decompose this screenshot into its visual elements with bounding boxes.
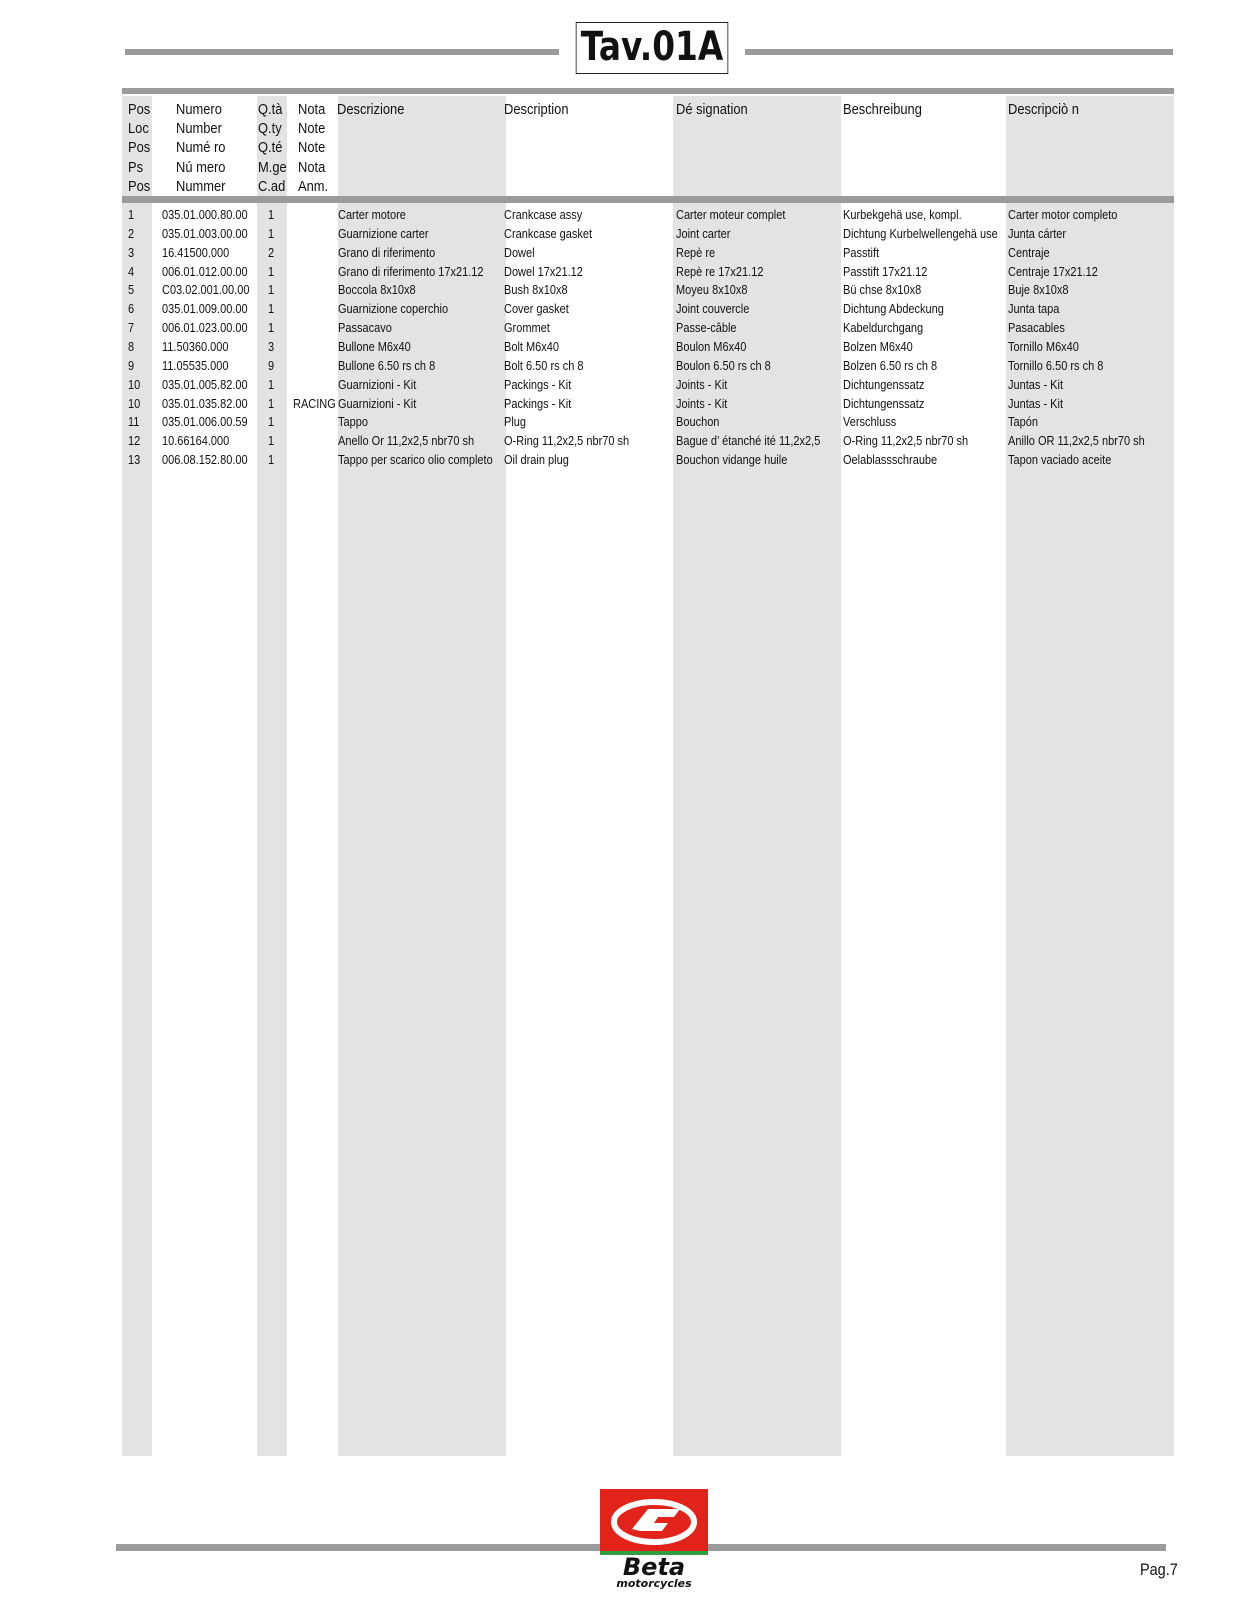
beta-logo <box>598 1489 710 1589</box>
cell-de: Oelablassschraube <box>843 453 938 468</box>
cell-de: Dichtungenssatz <box>843 396 925 411</box>
cell-qta: 2 <box>268 245 275 260</box>
cell-fr: Moyeu 8x10x8 <box>676 283 748 298</box>
cell-it: Guarnizioni - Kit <box>338 396 417 411</box>
cell-numero: 035.01.005.82.00 <box>162 377 248 392</box>
cell-pos: 8 <box>128 339 135 354</box>
cell-fr: Boulon 6.50 rs ch 8 <box>676 358 771 373</box>
cell-pos: 4 <box>128 264 135 279</box>
cell-es: Tornillo 6.50 rs ch 8 <box>1008 358 1104 373</box>
logo-brand-text: Beta <box>622 1553 686 1581</box>
cell-fr: Passe-câble <box>676 321 737 336</box>
column-shade-pos <box>122 96 152 1456</box>
header-numero-line: Nummer <box>176 177 226 195</box>
cell-en: Packings - Kit <box>504 377 572 392</box>
header-beschreibung: Beschreibung <box>843 101 922 118</box>
cell-it: Bullone 6.50 rs ch 8 <box>338 358 436 373</box>
cell-es: Centraje <box>1008 245 1050 260</box>
cell-es: Centraje 17x21.12 <box>1008 264 1098 279</box>
cell-numero: 16.41500.000 <box>162 245 230 260</box>
cell-qta: 1 <box>268 396 275 411</box>
cell-pos: 5 <box>128 283 135 298</box>
cell-fr: Carter moteur complet <box>676 208 786 222</box>
cell-fr: Bague d’ étanché ité 11,2x2,5 <box>676 434 821 449</box>
cell-pos: 6 <box>128 302 135 317</box>
header-designation: Dé signation <box>676 101 748 118</box>
cell-qta: 1 <box>268 208 275 222</box>
cell-fr: Repè re <box>676 245 716 260</box>
header-qta-line: M.ge <box>258 158 287 176</box>
cell-fr: Joint carter <box>676 226 731 241</box>
cell-fr: Repè re 17x21.12 <box>676 264 764 279</box>
header-descripcion: Descripciò n <box>1008 101 1079 118</box>
logo-brand-sub: motorcycles <box>616 1577 692 1589</box>
cell-qta: 1 <box>268 453 275 468</box>
cell-it: Guarnizioni - Kit <box>338 377 417 392</box>
cell-pos: 10 <box>128 396 141 411</box>
cell-numero: 035.01.035.82.00 <box>162 396 248 411</box>
cell-fr: Joints - Kit <box>676 396 728 411</box>
cell-numero: 035.01.009.00.00 <box>162 302 248 317</box>
cell-es: Tornillo M6x40 <box>1008 339 1079 354</box>
cell-en: Crankcase assy <box>504 208 583 222</box>
cell-es: Juntas - Kit <box>1008 396 1064 411</box>
header-rule-left <box>125 49 559 55</box>
cell-qta: 1 <box>268 321 275 336</box>
cell-en: Dowel 17x21.12 <box>504 264 583 279</box>
cell-numero: 11.05535.000 <box>162 358 229 373</box>
cell-qta: 1 <box>268 226 275 241</box>
cell-de: Passtift <box>843 245 880 260</box>
header-numero-line: Numé ro <box>176 139 226 157</box>
cell-nota: RACING <box>293 396 336 411</box>
cell-en: Plug <box>504 415 527 430</box>
cell-en: Dowel <box>504 245 535 260</box>
header-numero-line: Nú mero <box>176 158 226 176</box>
cell-en: Grommet <box>504 321 550 336</box>
cell-it: Passacavo <box>338 321 392 336</box>
cell-qta: 1 <box>268 415 275 430</box>
cell-es: Tapon vaciado aceite <box>1008 453 1112 468</box>
cell-numero: 035.01.003.00.00 <box>162 226 248 241</box>
cell-it: Bullone M6x40 <box>338 339 411 354</box>
header-description: Description <box>504 101 569 118</box>
cell-it: Guarnizione carter <box>338 226 429 241</box>
cell-en: Bolt 6.50 rs ch 8 <box>504 358 584 373</box>
header-pos-line: Loc <box>128 120 149 138</box>
header-qta-line: Q.ty <box>258 120 282 138</box>
cell-pos: 2 <box>128 226 135 241</box>
cell-pos: 13 <box>128 453 141 468</box>
cell-numero: 11.50360.000 <box>162 339 229 354</box>
cell-en: Crankcase gasket <box>504 226 593 241</box>
header-nota-line: Note <box>298 139 326 157</box>
header-rule-right <box>745 49 1173 55</box>
cell-it: Tappo per scarico olio completo <box>338 453 493 468</box>
cell-de: Bü chse 8x10x8 <box>843 283 922 298</box>
cell-de: Dichtung Kurbelwellengehä use <box>843 226 998 241</box>
cell-pos: 3 <box>128 245 135 260</box>
cell-qta: 1 <box>268 377 275 392</box>
cell-de: Kurbekgehä use, kompl. <box>843 208 962 222</box>
cell-es: Tapón <box>1008 415 1038 430</box>
cell-qta: 9 <box>268 358 275 373</box>
cell-numero: 035.01.000.80.00 <box>162 208 248 222</box>
cell-numero: C03.02.001.00.00 <box>162 283 250 298</box>
cell-de: Dichtungenssatz <box>843 377 925 392</box>
cell-qta: 3 <box>268 339 275 354</box>
cell-de: Passtift 17x21.12 <box>843 264 928 279</box>
cell-pos: 11 <box>128 415 140 430</box>
cell-es: Carter motor completo <box>1008 208 1118 222</box>
cell-it: Grano di riferimento 17x21.12 <box>338 264 484 279</box>
cell-it: Tappo <box>338 415 368 430</box>
cell-pos: 1 <box>128 208 135 222</box>
cell-pos: 7 <box>128 321 135 336</box>
header-numero-line: Numero <box>176 101 222 118</box>
header-nota-line: Nota <box>298 158 326 176</box>
cell-numero: 006.08.152.80.00 <box>162 453 248 468</box>
cell-fr: Bouchon <box>676 415 720 430</box>
header-nota-line: Anm. <box>298 177 329 195</box>
cell-fr: Joint couvercle <box>676 302 750 317</box>
cell-de: O-Ring 11,2x2,5 nbr70 sh <box>843 434 969 449</box>
cell-de: Bolzen M6x40 <box>843 339 913 354</box>
cell-it: Guarnizione coperchio <box>338 302 449 317</box>
cell-es: Anillo OR 11,2x2,5 nbr70 sh <box>1008 434 1145 449</box>
cell-qta: 1 <box>268 264 275 279</box>
cell-en: Bolt M6x40 <box>504 339 560 354</box>
cell-de: Verschluss <box>843 415 897 430</box>
cell-pos: 12 <box>128 434 141 449</box>
cell-fr: Boulon M6x40 <box>676 339 747 354</box>
header-pos-line: Ps <box>128 158 144 176</box>
cell-numero: 006.01.023.00.00 <box>162 321 248 336</box>
cell-es: Junta tapa <box>1008 302 1060 317</box>
cell-en: Packings - Kit <box>504 396 572 411</box>
cell-qta: 1 <box>268 302 275 317</box>
cell-it: Anello Or 11,2x2,5 nbr70 sh <box>338 434 475 449</box>
cell-en: Cover gasket <box>504 302 569 317</box>
header-nota-line: Nota <box>298 101 326 118</box>
cell-pos: 9 <box>128 358 135 373</box>
cell-numero: 006.01.012.00.00 <box>162 264 248 279</box>
header-qta-line: C.ad <box>258 177 286 195</box>
cell-en: Bush 8x10x8 <box>504 283 568 298</box>
header-descrizione: Descrizione <box>337 101 405 118</box>
cell-it: Carter motore <box>338 208 406 222</box>
header-nota-line: Note <box>298 120 326 138</box>
cell-es: Juntas - Kit <box>1008 377 1064 392</box>
page-number: Pag.7 <box>1140 1560 1178 1579</box>
cell-it: Grano di riferimento <box>338 245 436 260</box>
header-pos-line: Pos <box>128 101 151 118</box>
cell-fr: Bouchon vidange huile <box>676 453 788 468</box>
cell-es: Pasacables <box>1008 321 1065 336</box>
cell-de: Kabeldurchgang <box>843 321 924 336</box>
cell-es: Junta cárter <box>1008 226 1067 241</box>
header-numero-line: Number <box>176 120 222 138</box>
cell-numero: 10.66164.000 <box>162 434 230 449</box>
header-pos-line: Pos <box>128 139 151 157</box>
cell-es: Buje 8x10x8 <box>1008 283 1069 298</box>
cell-numero: 035.01.006.00.59 <box>162 415 248 430</box>
cell-pos: 10 <box>128 377 141 392</box>
cell-it: Boccola 8x10x8 <box>338 283 416 298</box>
table-header-rule <box>122 196 1174 203</box>
cell-qta: 1 <box>268 434 275 449</box>
cell-de: Dichtung Abdeckung <box>843 302 944 317</box>
cell-en: O-Ring 11,2x2,5 nbr70 sh <box>504 434 630 449</box>
cell-fr: Joints - Kit <box>676 377 728 392</box>
cell-qta: 1 <box>268 283 275 298</box>
cell-en: Oil drain plug <box>504 453 569 468</box>
header-qta-line: Q.tà <box>258 101 283 118</box>
table-top-rule <box>122 88 1174 94</box>
page-title: Tav.01A <box>576 22 729 74</box>
header-pos-line: Pos <box>128 177 151 195</box>
cell-de: Bolzen 6.50 rs ch 8 <box>843 358 938 373</box>
header-qta-line: Q.té <box>258 139 283 157</box>
